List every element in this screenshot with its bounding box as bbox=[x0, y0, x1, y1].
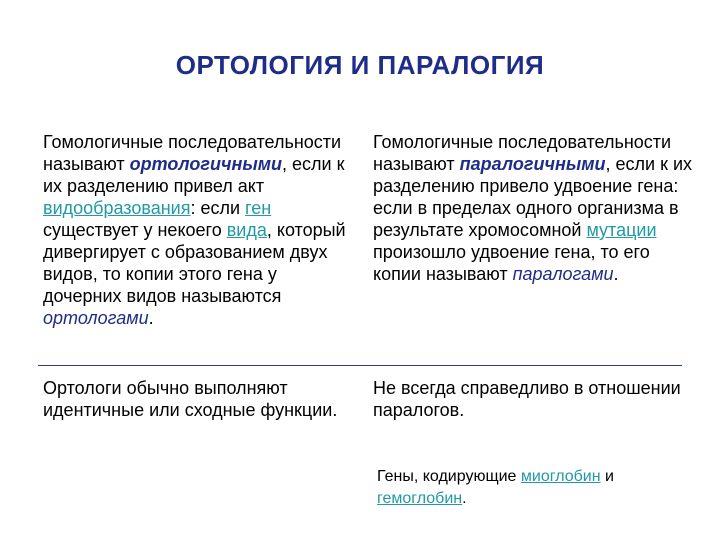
paralogy-text-3: произошло удвоение гена, то его копии называют bbox=[373, 242, 650, 284]
speciation-link[interactable]: видообразования bbox=[43, 198, 191, 218]
orthology-text-3: : если bbox=[190, 198, 246, 218]
orthology-text-6: . bbox=[148, 308, 154, 328]
example-text-2: и bbox=[600, 468, 614, 485]
orthologs-term: ортологами bbox=[43, 308, 149, 328]
paralogy-text-2: , если к их разделению привело удвоение гена: если в пределах одного организма в результате хромосомной bbox=[373, 154, 693, 240]
orthology-text-2: , если к их разделению привел акт bbox=[43, 154, 345, 196]
species-link[interactable]: вида bbox=[226, 220, 267, 240]
example-text-1: Гены, кодирующие bbox=[377, 468, 521, 485]
table-divider bbox=[38, 365, 682, 366]
paralogy-definition bbox=[373, 131, 693, 285]
page-title: ОРТОЛОГИЯ И ПАРАЛОГИЯ bbox=[175, 50, 545, 80]
paralogs-term: паралогами bbox=[512, 264, 614, 284]
orthology-term: ортологичными bbox=[129, 154, 283, 174]
paralogy-text-1: Гомологичные последовательности называют bbox=[373, 132, 672, 174]
hemoglobin-link[interactable]: гемоглобин bbox=[377, 490, 463, 507]
mutation-link[interactable]: мутации bbox=[586, 220, 657, 240]
orthology-text-5: , который дивергирует с образованием двух видов, то копии этого гена у дочерних видов называются bbox=[43, 220, 346, 306]
paralogy-text-4: . bbox=[613, 264, 619, 284]
myoglobin-link[interactable]: миоглобин bbox=[520, 468, 601, 485]
orthology-text-4: существует у некоего bbox=[43, 220, 227, 240]
orthology-text-1: Гомологичные последовательности называют bbox=[43, 132, 342, 174]
paralogy-term: паралогичными bbox=[459, 154, 606, 174]
globin-example-note bbox=[377, 466, 677, 510]
orthology-function-note: Ортологи обычно выполняют идентичные или сходные функции. bbox=[43, 378, 338, 420]
gene-link[interactable]: ген bbox=[245, 198, 272, 218]
paralogy-function-note: Не всегда справедливо в отношении паралогов. bbox=[373, 378, 681, 420]
orthology-definition bbox=[43, 131, 358, 329]
example-text-3: . bbox=[462, 490, 467, 507]
